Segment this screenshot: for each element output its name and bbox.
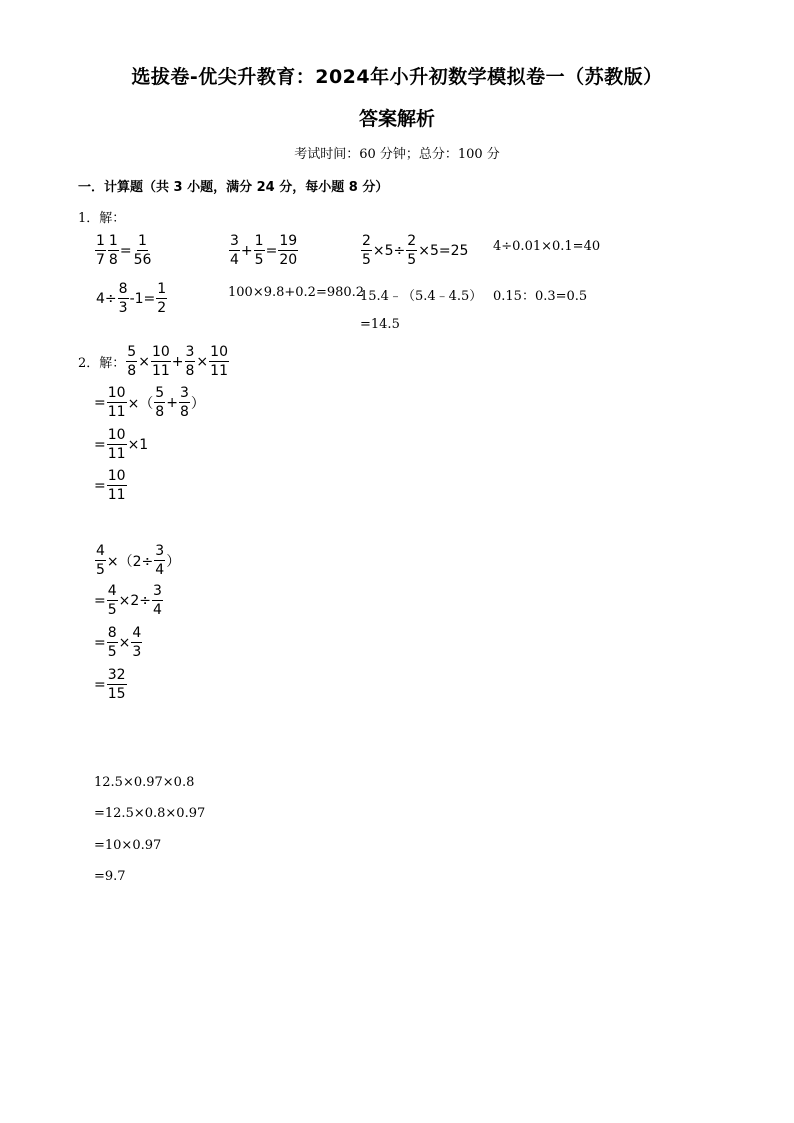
fraction: $\frac{32}{15}$ — [107, 667, 126, 702]
q2-a-line-2: = $\frac{10}{11}$ ×（ $\frac{5}{8}$ + $\frac{3}{8}$ ） — [94, 385, 205, 420]
fraction: $\frac{3}{4}$ — [230, 233, 239, 268]
fraction: $\frac{8}{5}$ — [107, 625, 117, 660]
fraction: $\frac{10}{11}$ — [107, 427, 126, 462]
exam-meta: 考试时间：60 分钟；总分：100 分 — [294, 147, 500, 162]
q2-a-line-1: 2．解： $\frac{5}{8}$ × $\frac{10}{11}$ + $\frac{3}{8}$ × $\frac{10}{11}$ — [78, 344, 228, 379]
fraction: $\frac{5}{8}$ — [127, 344, 137, 379]
fraction: $\frac{4}{3}$ — [132, 625, 142, 660]
q2-c-line-4: =9.7 — [94, 869, 126, 884]
q1-expr-6: 100×9.8+0.2=980.2 — [228, 285, 365, 300]
q2-b-line-1: $\frac{4}{5}$ ×（2÷ $\frac{3}{4}$ ） — [96, 543, 181, 578]
q2-b-line-3: = $\frac{8}{5}$ × $\frac{4}{3}$ — [94, 625, 142, 660]
page-subtitle: 答案解析 — [358, 108, 435, 130]
q1-label: 1．解： — [78, 211, 126, 226]
fraction: $\frac{3}{8}$ — [179, 385, 189, 420]
fraction: $\frac{3}{4}$ — [155, 543, 165, 578]
fraction: $\frac{3}{8}$ — [185, 344, 195, 379]
q1-expr-5: 4÷ $\frac{8}{3}$ -1= $\frac{1}{2}$ — [96, 281, 167, 316]
q1-expr-1: $\frac{1}{7}$ $\frac{1}{8}$ = $\frac{1}{56}$ — [96, 233, 152, 268]
q1-expr-7-result: =14.5 — [360, 317, 400, 332]
page-title: 选拔卷-优尖升教育：2024年小升初数学模拟卷一（苏教版） — [131, 66, 663, 88]
q1-expr-7: 15.4﹣（5.4﹣4.5） — [360, 289, 483, 304]
q1-expr-3: $\frac{2}{5}$ ×5÷ $\frac{2}{5}$ ×5=25 — [362, 233, 469, 268]
q2-a-line-3: = $\frac{10}{11}$ ×1 — [94, 427, 149, 462]
q2-b-line-2: = $\frac{4}{5}$ ×2÷ $\frac{3}{4}$ — [94, 583, 162, 618]
q2-c-line-2: =12.5×0.8×0.97 — [94, 806, 206, 821]
fraction: $\frac{1}{2}$ — [157, 281, 167, 316]
fraction: $\frac{2}{5}$ — [407, 233, 417, 268]
fraction: $\frac{3}{4}$ — [153, 583, 162, 618]
q2-c-line-3: =10×0.97 — [94, 838, 162, 853]
fraction: $\frac{4}{5}$ — [96, 543, 105, 578]
q1-expr-4: 4÷0.01×0.1=40 — [493, 239, 601, 254]
q2-label: 2．解： — [78, 356, 126, 371]
section-heading: 一．计算题（共 3 小题，满分 24 分，每小题 8 分） — [78, 180, 389, 195]
fraction: $\frac{4}{5}$ — [107, 583, 117, 618]
fraction: $\frac{2}{5}$ — [362, 233, 371, 268]
fraction: $\frac{19}{20}$ — [279, 233, 298, 268]
fraction: $\frac{10}{11}$ — [210, 344, 228, 379]
fraction: $\frac{5}{8}$ — [155, 385, 165, 420]
fraction: $\frac{10}{11}$ — [151, 344, 170, 379]
fraction: $\frac{8}{3}$ — [118, 281, 128, 316]
q2-a-line-4: = $\frac{10}{11}$ — [94, 468, 126, 503]
fraction: $\frac{10}{11}$ — [107, 468, 126, 503]
q2-b-line-4: = $\frac{32}{15}$ — [94, 667, 126, 702]
q2-c-line-1: 12.5×0.97×0.8 — [94, 775, 195, 790]
q1-expr-2: $\frac{3}{4}$ + $\frac{1}{5}$ = $\frac{19}{20}$ — [230, 233, 298, 268]
fraction: $\frac{1}{7}$ — [96, 233, 105, 268]
fraction: $\frac{10}{11}$ — [107, 385, 126, 420]
fraction: $\frac{1}{8}$ — [108, 233, 118, 268]
q1-expr-8: 0.15：0.3=0.5 — [493, 289, 588, 304]
fraction: $\frac{1}{56}$ — [133, 233, 152, 268]
fraction: $\frac{1}{5}$ — [254, 233, 264, 268]
